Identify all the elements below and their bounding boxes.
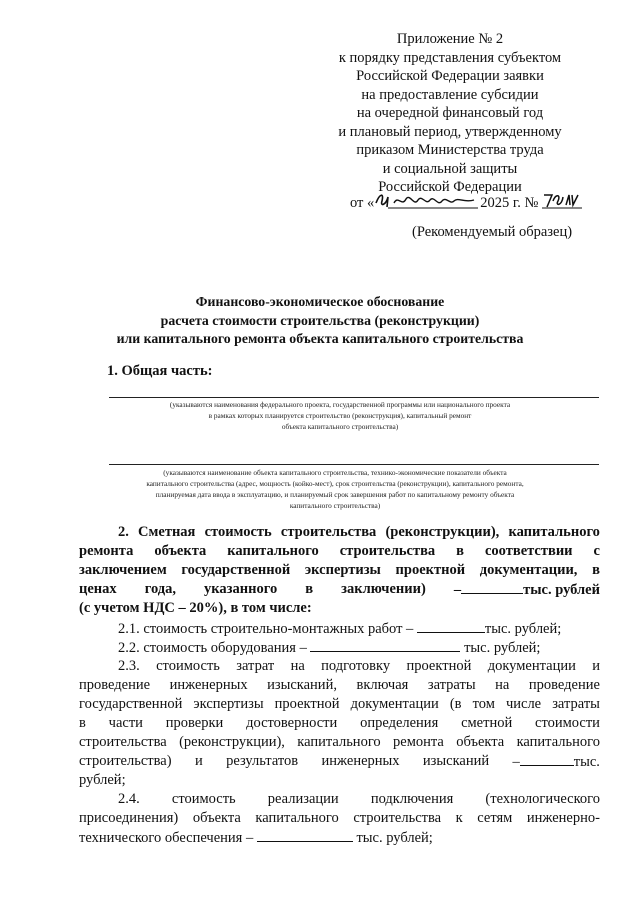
word: 2.4. [118, 791, 140, 807]
item-2-4-line [118, 790, 600, 809]
word: строительства [339, 543, 436, 559]
word: подготовку [321, 658, 391, 674]
word: указанного [204, 581, 278, 597]
item-2-3-line [79, 695, 600, 714]
word: проектной [406, 658, 472, 674]
units: тыс. [573, 754, 600, 770]
word: на [290, 658, 305, 674]
dash: – [512, 754, 520, 770]
section2-heading-line [79, 561, 600, 580]
note-line: (указываются наименование объекта капитального строительства, технико-экономические показатели объекта [163, 468, 507, 477]
appendix-header [330, 30, 570, 197]
word: сметной [461, 715, 513, 731]
section2-heading-line [79, 580, 600, 600]
word: стоимость [156, 658, 220, 674]
blank-line [520, 752, 574, 766]
date-year: 2025 г. № [480, 195, 539, 211]
word: экспертизы [193, 696, 264, 712]
item-2-4-line [79, 809, 600, 828]
word: капитального [255, 810, 339, 826]
word: объекта [456, 734, 505, 750]
section1-heading: 1. Общая часть: [107, 363, 213, 379]
word: ремонта [79, 543, 134, 559]
word: заключении) [341, 581, 426, 597]
word: ремонта [393, 734, 444, 750]
word: капитального [508, 524, 600, 540]
word: в [305, 581, 314, 597]
word: строительства [79, 734, 167, 750]
word: документации [350, 696, 439, 712]
word: том [472, 696, 495, 712]
item-2-3-line [79, 752, 600, 772]
word: (в [449, 696, 462, 712]
section2-heading-line [118, 523, 600, 542]
word: с [593, 543, 600, 559]
blank-line [417, 619, 485, 633]
appendix-line: приказом Министерства труда [356, 142, 544, 158]
word: определения [360, 715, 439, 731]
word: в [592, 562, 600, 578]
title-line: или капитального ремонта объекта капитального строительства [116, 331, 524, 346]
word: капитального [297, 734, 381, 750]
word: (реконструкции), [385, 524, 500, 540]
item-text: 2.1. стоимость строительно-монтажных работ – [118, 621, 414, 637]
item-text: технического обеспечения – [79, 830, 254, 846]
item-2-3-line [118, 657, 600, 676]
item-text: 2.2. стоимость оборудования – [118, 640, 307, 656]
appendix-line: на предоставление субсидии [361, 86, 539, 103]
appendix-line: и социальной защиты [382, 160, 518, 177]
word: числе [505, 696, 542, 712]
word: строительства [280, 524, 377, 540]
word: затраты [427, 677, 476, 693]
word: капитального [227, 543, 319, 559]
section2-heading-line [79, 542, 600, 561]
units: тыс. рублей [523, 582, 600, 598]
word: и [194, 753, 203, 769]
word: подключения [370, 791, 454, 807]
word: затраты [552, 696, 600, 712]
word: присоединения) [79, 810, 179, 826]
word: к [455, 810, 463, 826]
item-2-3-line [79, 733, 600, 752]
word: части [108, 715, 143, 731]
word: государственной [79, 696, 183, 712]
word: включая [356, 677, 409, 693]
word: проектной [274, 696, 340, 712]
word: проведение [79, 677, 151, 693]
word: ценах [79, 581, 117, 597]
word: заключением [79, 562, 167, 578]
fill-line [109, 464, 599, 465]
sample-note: (Рекомендуемый образец) [412, 224, 573, 240]
item-2-3-line [79, 714, 600, 733]
amount-field [513, 752, 600, 772]
appendix-line: Российской Федерации заявки [356, 68, 544, 84]
word: изысканий [422, 753, 490, 769]
fill-line [109, 397, 599, 398]
word: стоимость [204, 524, 272, 540]
amount-field [454, 580, 600, 600]
word: объекта [154, 543, 207, 559]
word: инженерных [169, 677, 248, 693]
word: стоимости [535, 715, 600, 731]
word: сетям [477, 810, 513, 826]
word: на [495, 677, 510, 693]
word: строительства [353, 810, 442, 826]
handwritten-date [374, 191, 480, 212]
word: (реконструкции), [179, 734, 285, 750]
title-line: Финансово-экономическое обоснование [195, 294, 445, 309]
word: (технологического [485, 791, 600, 807]
word: и [592, 658, 600, 674]
word: года, [144, 581, 176, 597]
word: изысканий, [267, 677, 337, 693]
word: 2. [118, 524, 129, 540]
word: результатов [226, 753, 299, 769]
word: в [79, 715, 86, 731]
note-line: планируемая дата ввода в эксплуатацию, и планируемый срок завершения работ по капитальному ремонту объекта [155, 490, 515, 499]
word: документации [487, 658, 576, 674]
units: тыс. рублей; [464, 640, 541, 656]
date-prefix: от « [350, 195, 375, 211]
item-2-3-line [79, 676, 600, 695]
blank-line [461, 580, 523, 594]
word: капитального [516, 734, 600, 750]
title-line: расчета стоимости строительства (реконструкции) [160, 312, 480, 328]
section1-note1 [100, 399, 580, 432]
section2-heading-last: (с учетом НДС – 20%), в том числе: [79, 600, 312, 616]
word: стоимость [171, 791, 236, 807]
word: проверки [165, 715, 224, 731]
appendix-line: на очередной финансовый год [356, 105, 544, 121]
word: 2.3. [118, 658, 140, 674]
note-line: капитального строительства (адрес, мощность (койко-мест), срок строительства (реконструкции), капитального ремонта, [146, 479, 524, 488]
word: реализации [267, 791, 339, 807]
appendix-line: и плановый период, утвержденному [338, 123, 562, 140]
word: документации, [479, 562, 578, 578]
appendix-line: Российской Федерации [378, 179, 522, 195]
dash: – [453, 582, 462, 598]
word: проведение [528, 677, 600, 693]
word: в [456, 543, 464, 559]
item-2-3-end: рублей; [79, 772, 126, 788]
word: экспертизы [304, 562, 381, 578]
note-line: объекта капитального строительства) [281, 422, 399, 431]
word: строительства) [79, 753, 172, 769]
blank-line [257, 828, 353, 842]
appendix-line: Приложение № 2 [396, 31, 504, 47]
word: проектной [395, 562, 466, 578]
word: объекта [192, 810, 241, 826]
order-date-line [350, 191, 610, 212]
word: государственной [181, 562, 291, 578]
word: соответствии [485, 543, 573, 559]
note-line: (указываются наименования федерального проекта, государственной программы или национального проекта [169, 400, 511, 409]
word: затрат [236, 658, 275, 674]
note-line: в рамках которых планируется строительство (реконструкция), капитальный ремонт [208, 411, 472, 420]
units: тыс. рублей; [484, 621, 562, 637]
item-2-1 [118, 619, 561, 639]
section1-note2 [80, 467, 590, 511]
units: тыс. рублей; [356, 830, 433, 846]
handwritten-number [542, 191, 582, 212]
word: достоверности [246, 715, 338, 731]
document-title [80, 293, 560, 349]
word: инженерно- [526, 810, 600, 826]
note-line: капитального строительства) [289, 501, 381, 510]
word: инженерных [321, 753, 400, 769]
blank-line [310, 638, 460, 652]
appendix-line: к порядку представления субъектом [338, 49, 562, 66]
item-2-2 [118, 638, 540, 658]
word: Сметная [138, 524, 196, 540]
item-2-4-last [79, 828, 433, 848]
